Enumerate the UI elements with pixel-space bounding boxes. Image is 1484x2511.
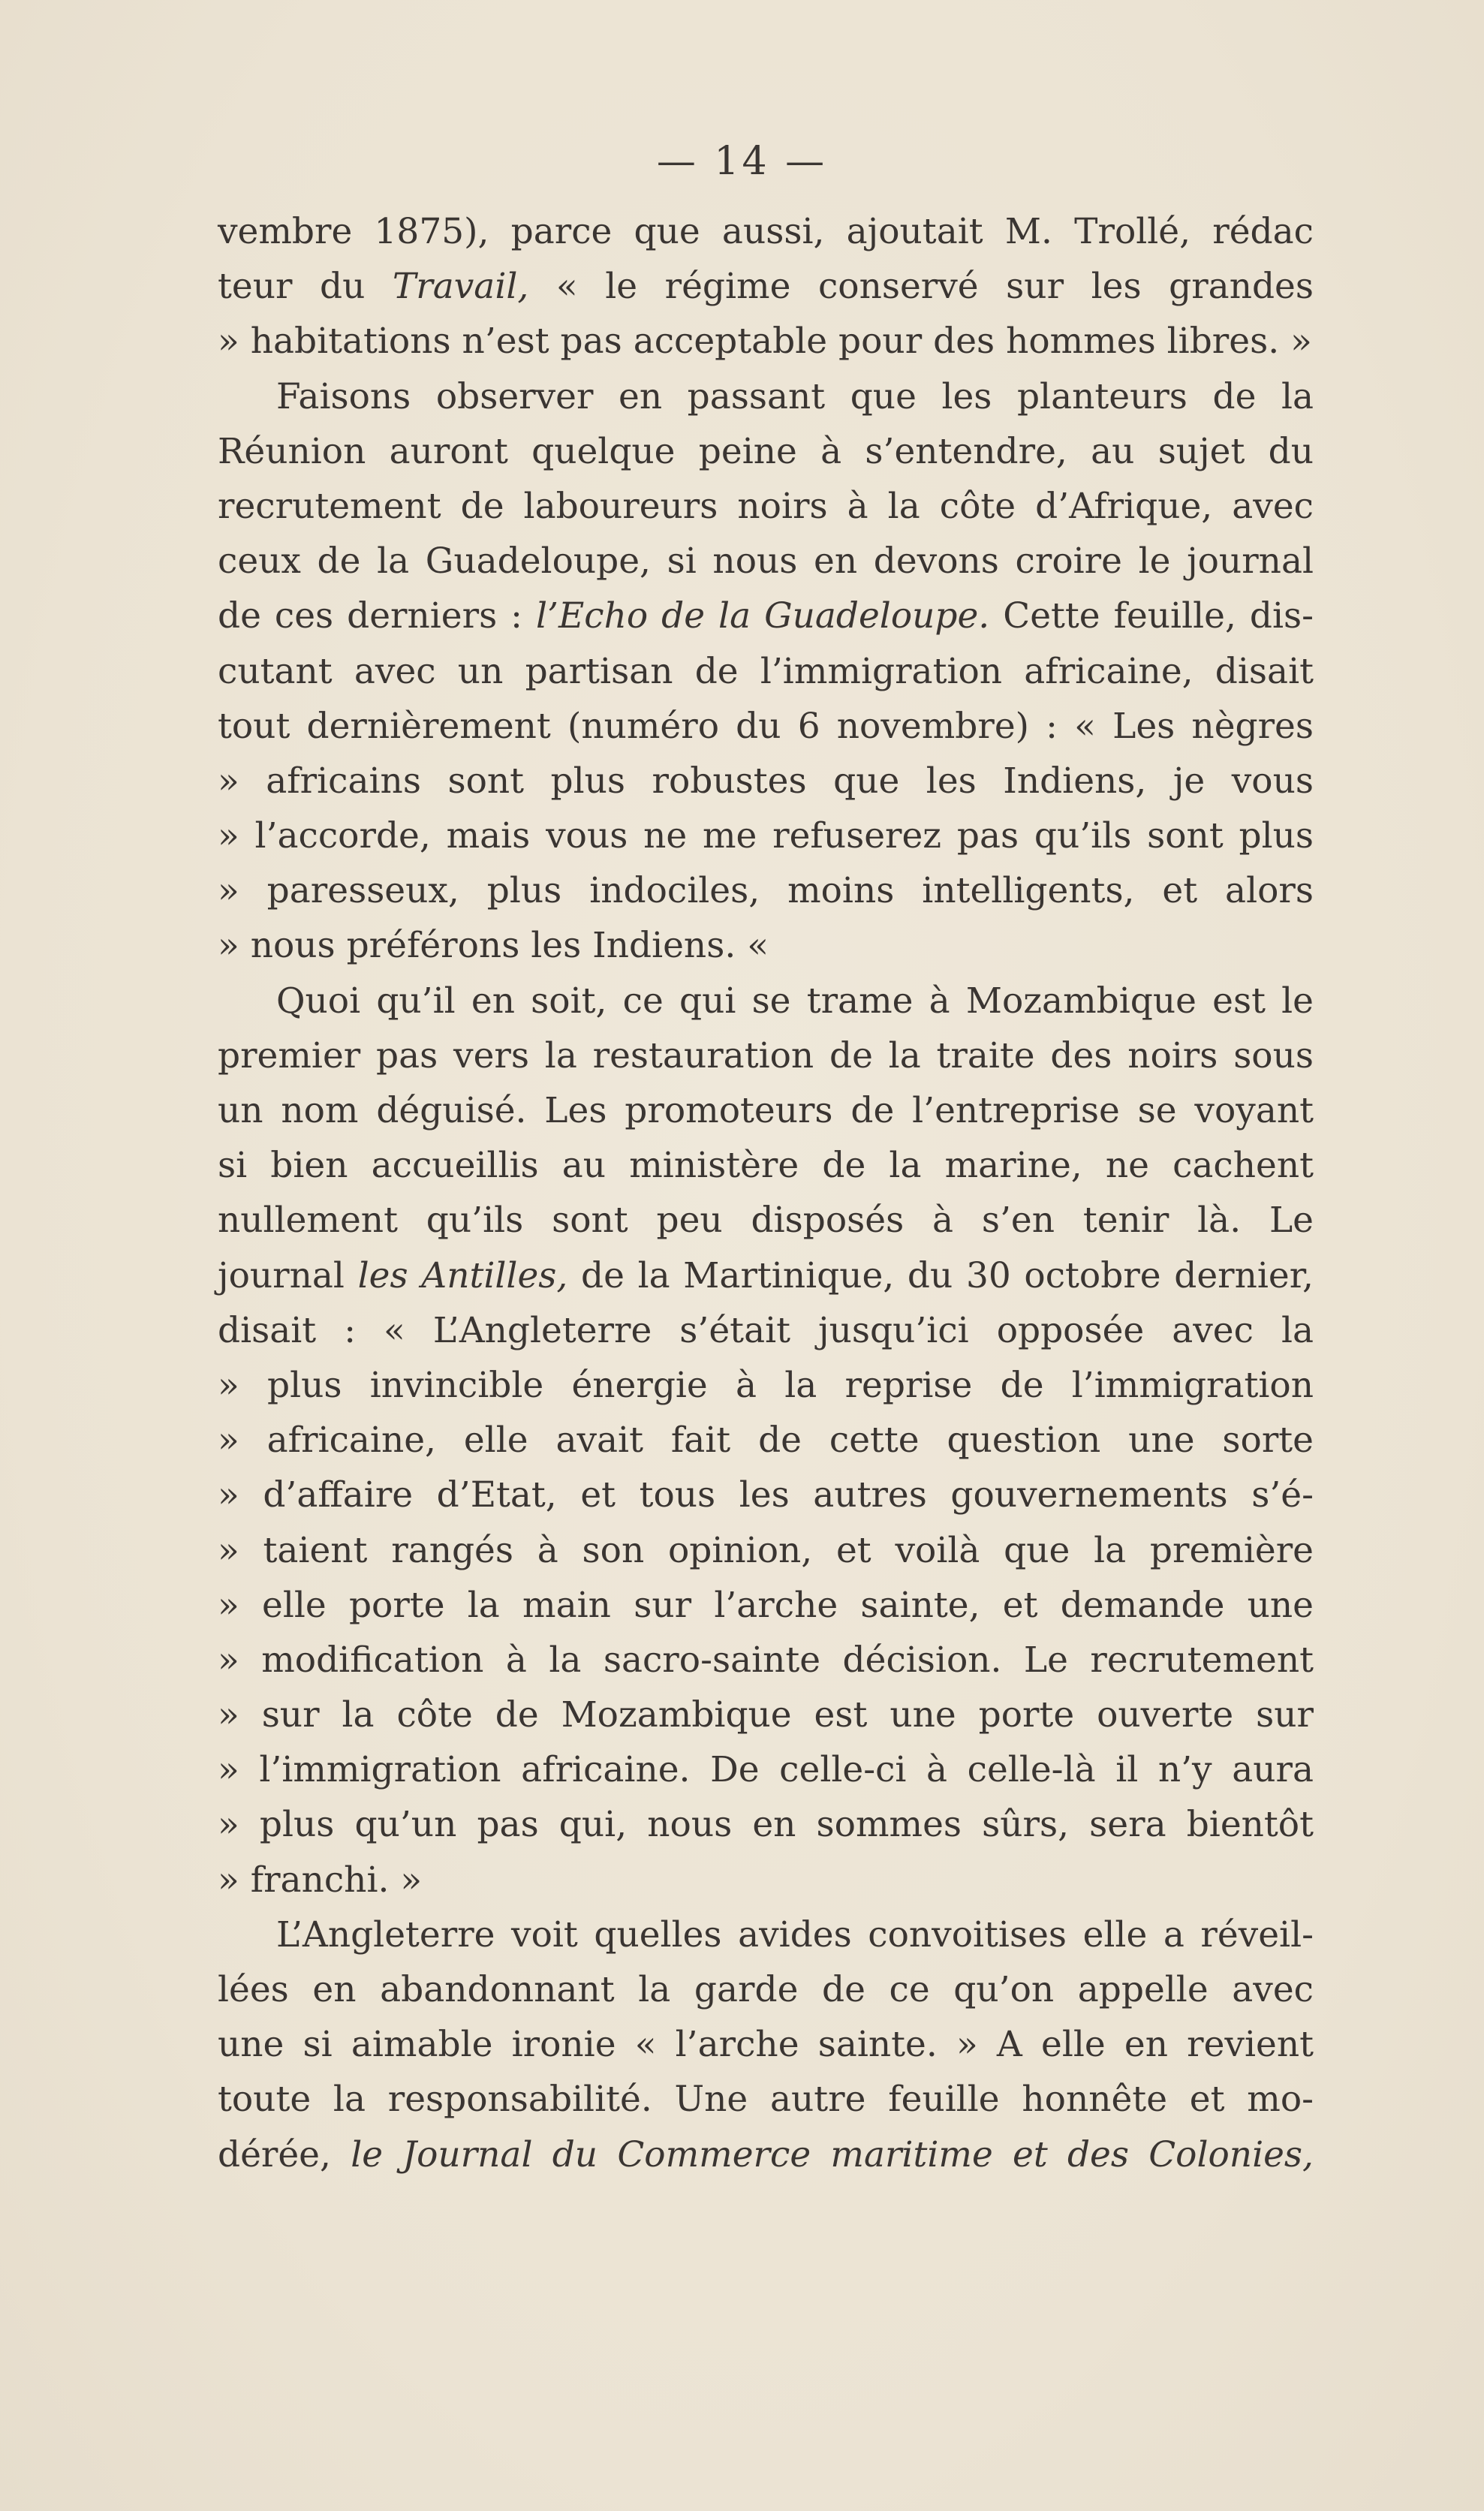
text-line: » modification à la sacro-sainte décision. Le recrutement xyxy=(218,1639,1314,1681)
text-line: disait : « L’Angleterre s’était jusqu’ici opposée avec la xyxy=(218,1309,1314,1351)
text-line: » africains sont plus robustes que les Indiens, je vous xyxy=(218,760,1314,802)
text-line: Faisons observer en passant que les planteurs de la xyxy=(276,375,1314,417)
text-segment: de la Martinique, du 30 octobre dernier, xyxy=(567,1254,1314,1296)
text-line: » paresseux, plus indociles, moins intelligents, et alors xyxy=(218,870,1314,912)
text-line xyxy=(218,259,1314,314)
text-line: ceux de la Guadeloupe, si nous en devons croire le journal xyxy=(218,540,1314,583)
text-line: tout dernièrement (numéro du 6 novembre) : « Les nègres xyxy=(218,705,1314,747)
italic-title: Travail, xyxy=(392,266,529,308)
text-segment: dérée, xyxy=(218,2133,351,2175)
text-line: » nous préférons les Indiens. « xyxy=(218,925,769,967)
text-line: cutant avec un partisan de l’immigration africaine, disait xyxy=(218,650,1314,692)
text-line: toute la responsabilité. Une autre feuille honnête et mo- xyxy=(218,2079,1314,2121)
text-segment: de ces derniers : xyxy=(218,595,536,637)
text-line: » habitations n’est pas acceptable pour des hommes libres. » xyxy=(218,321,1312,363)
text-segment: journal xyxy=(218,1254,358,1296)
text-line xyxy=(218,2127,1314,2182)
text-segment: teur du xyxy=(218,266,393,308)
text-line: Réunion auront quelque peine à s’entendre, au sujet du xyxy=(218,430,1314,472)
body-text xyxy=(218,204,1314,2182)
text-line: » elle porte la main sur l’arche sainte, et demande une xyxy=(218,1584,1314,1626)
text-line: recrutement de laboureurs noirs à la côte d’Afrique, avec xyxy=(218,485,1314,527)
text-line: un nom déguisé. Les promoteurs de l’entreprise se voyant xyxy=(218,1090,1314,1131)
text-line: Quoi qu’il en soit, ce qui se trame à Mozambique est le xyxy=(276,980,1314,1022)
page-number: — 14 — xyxy=(656,139,828,184)
text-line: » d’affaire d’Etat, et tous les autres gouvernements s’é- xyxy=(218,1474,1314,1516)
text-line: » africaine, elle avait fait de cette question une sorte xyxy=(218,1420,1314,1462)
text-line: premier pas vers la restauration de la traite des noirs sous xyxy=(218,1034,1314,1076)
text-line: L’Angleterre voit quelles avides convoitises elle a réveil- xyxy=(276,1913,1314,1956)
text-line: vembre 1875), parce que aussi, ajoutait M. Trollé, rédac xyxy=(218,211,1314,252)
text-line: » l’immigration africaine. De celle-ci à celle-là il n’y aura xyxy=(218,1749,1314,1791)
text-segment: « le régime conservé sur les grandes xyxy=(528,266,1314,308)
text-line: si bien accueillis au ministère de la marine, ne cachent xyxy=(218,1145,1314,1187)
text-line: » plus qu’un pas qui, nous en sommes sûrs, sera bientôt xyxy=(218,1804,1314,1846)
text-segment: Cette feuille, dis- xyxy=(989,595,1314,637)
italic-title: le Journal du Commerce maritime et des Colonies, xyxy=(351,2133,1314,2175)
italic-title: les Antilles, xyxy=(357,1254,568,1296)
italic-title: l’Echo de la Guadeloupe. xyxy=(536,595,990,637)
text-line: » plus invincible énergie à la reprise de l’immigration xyxy=(218,1364,1314,1406)
text-line: » taient rangés à son opinion, et voilà que la première xyxy=(218,1529,1314,1571)
text-line: une si aimable ironie « l’arche sainte. » A elle en revient xyxy=(218,2024,1314,2066)
text-line: nullement qu’ils sont peu disposés à s’en tenir là. Le xyxy=(218,1200,1314,1242)
text-line: lées en abandonnant la garde de ce qu’on appelle avec xyxy=(218,1969,1314,2010)
text-line: » sur la côte de Mozambique est une porte ouverte sur xyxy=(218,1694,1314,1736)
text-line xyxy=(218,1248,1314,1303)
text-line: » franchi. » xyxy=(218,1859,423,1901)
text-line: » l’accorde, mais vous ne me refuserez pas qu’ils sont plus xyxy=(218,815,1314,857)
text-line xyxy=(218,589,1314,643)
